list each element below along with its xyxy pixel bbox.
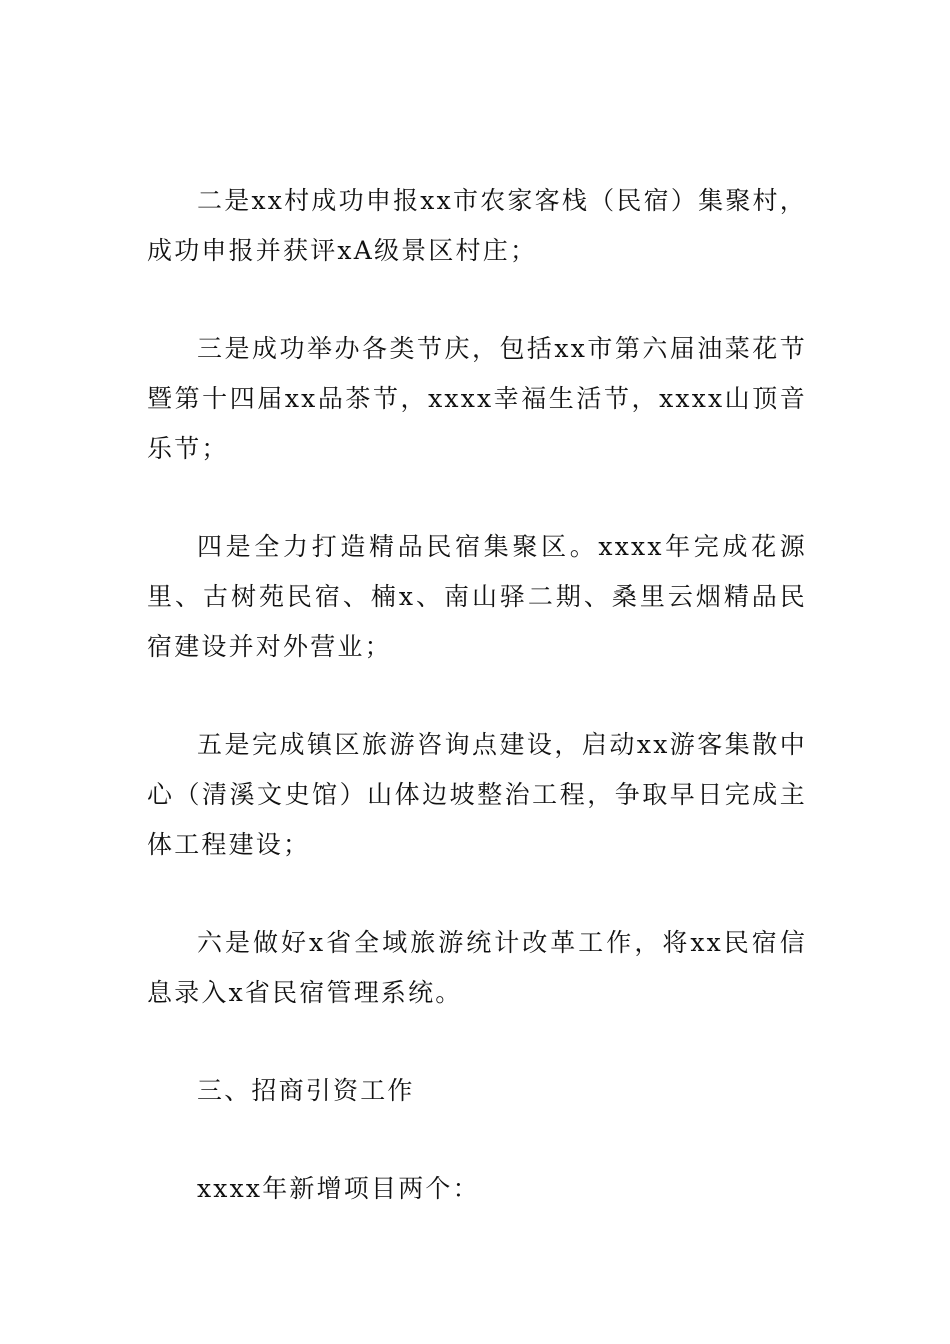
- section-heading: 三、招商引资工作: [197, 1076, 415, 1105]
- closing-line: xxxx年新增项目两个：: [197, 1174, 480, 1203]
- document-body: [147, 176, 807, 1262]
- paragraph-item-4: 四是全力打造精品民宿集聚区。xxxx年完成花源里、古树苑民宿、楠x、南山驿二期、桑里云烟精品民宿建设并对外营业；: [147, 532, 807, 661]
- paragraph-item-2: 二是xx村成功申报xx市农家客栈（民宿）集聚村，成功申报并获评xA级景区村庄；: [147, 186, 807, 265]
- paragraph-item-3: 三是成功举办各类节庆，包括xx市第六届油菜花节暨第十四届xx品茶节，xxxx幸福生活节，xxxx山顶音乐节；: [147, 334, 807, 463]
- paragraph-item-5: 五是完成镇区旅游咨询点建设，启动xx游客集散中心（清溪文史馆）山体边坡整治工程，争取早日完成主体工程建设；: [147, 730, 807, 859]
- paragraph-item-6: 六是做好x省全域旅游统计改革工作，将xx民宿信息录入x省民宿管理系统。: [147, 928, 807, 1007]
